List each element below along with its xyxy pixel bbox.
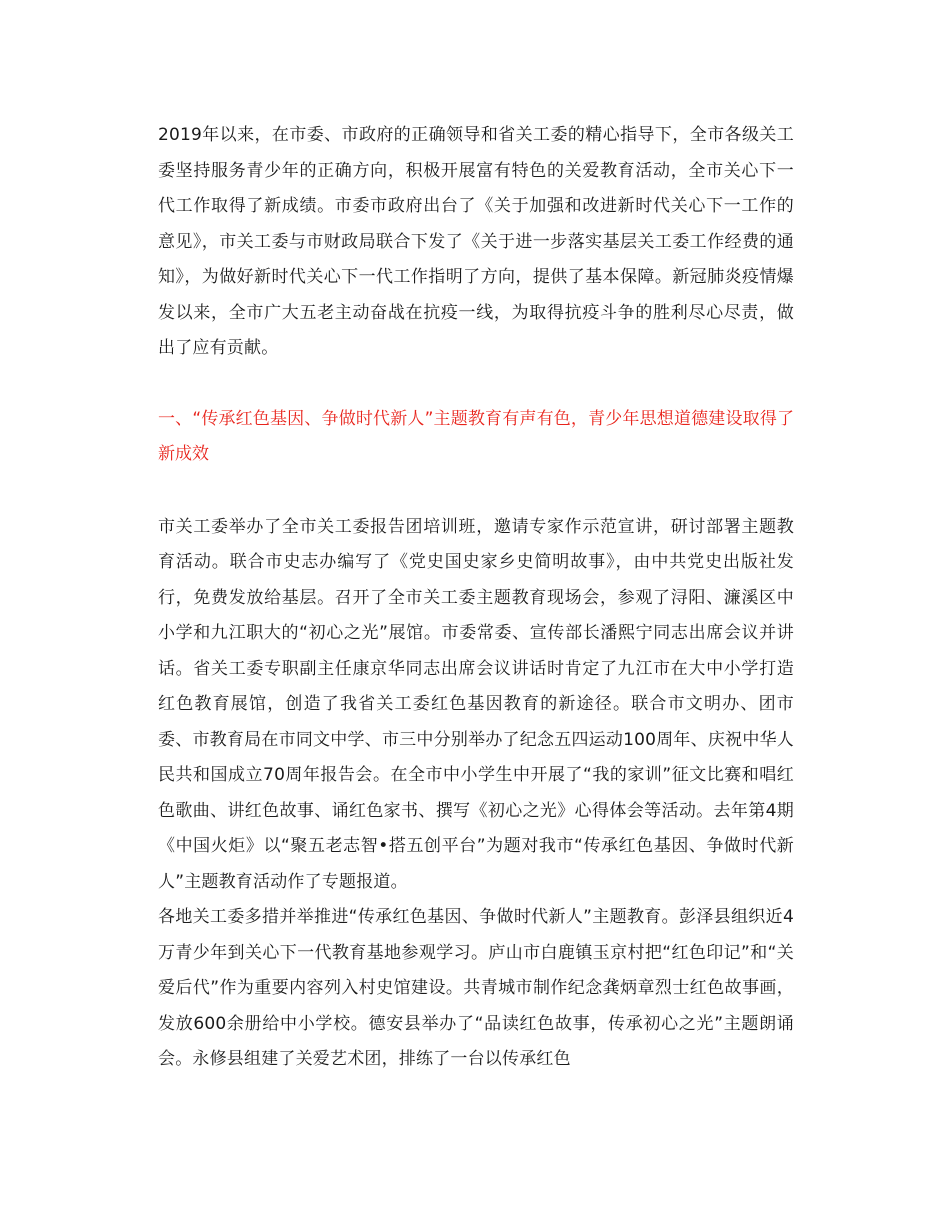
intro-paragraph: 2019年以来，在市委、市政府的正确领导和省关工委的精心指导下，全市各级关工委坚持服务青少年的正确方向，积极开展富有特色的关爱教育活动，全市关心下一代工作取得了新成绩。市委市政府出台了《关于加强和改进新时代关心下一工作的意见》，市关工委与市财政局联合下发了《关于进一步落实基层关工委工作经费的通知》，为做好新时代关心下一代工作指明了方向，提供了基本保障。新冠肺炎疫情爆发以来，全市广大五老主动奋战在抗疫一线，为取得抗疫斗争的胜利尽心尽责，做出了应有贡献。 <box>158 125 794 358</box>
document-body <box>158 118 794 1078</box>
section-spacer <box>158 473 794 510</box>
section-paragraph-1: 市关工委举办了全市关工委报告团培训班，邀请专家作示范宣讲，研讨部署主题教育活动。联合市史志办编写了《党史国史家乡史简明故事》，由中共党史出版社发行，免费发放给基层。召开了全市关工委主题教育现场会，参观了浔阳、濂溪区中小学和九江职大的“初心之光”展馆。市委常委、宣传部长潘熙宁同志出席会议并讲话。省关工委专职副主任康京华同志出席会议讲话时肯定了九江市在大中小学打造红色教育展馆，创造了我省关工委红色基因教育的新途径。联合市文明办、团市委、市教育局在市同文中学、市三中分别举办了纪念五四运动100周年、庆祝中华人民共和国成立70周年报告会。在全市中小学生中开展了“我的家训”征文比赛和唱红色歌曲、讲红色故事、诵红色家书、撰写《初心之光》心得体会等活动。去年第4期《中国火炬》以“聚五老志智•搭五创平台”为题对我市“传承红色基因、争做时代新人”主题教育活动作了专题报道。 <box>158 516 794 892</box>
section-heading: 一、“传承红色基因、争做时代新人”主题教育有声有色，青少年思想道德建设取得了新成效 <box>158 408 794 464</box>
section-paragraph-2: 各地关工委多措并举推进“传承红色基因、争做时代新人”主题教育。彭泽县组织近4万青少年到关心下一代教育基地参观学习。庐山市白鹿镇玉京村把“红色印记”和“关爱后代”作为重要内容列入村史馆建设。共青城市制作纪念龚炳章烈士红色故事画，发放600余册给中小学校。德安县举办了“品读红色故事，传承初心之光”主题朗诵会。永修县组建了关爱艺术团，排练了一台以传承红色 <box>158 907 794 1069</box>
